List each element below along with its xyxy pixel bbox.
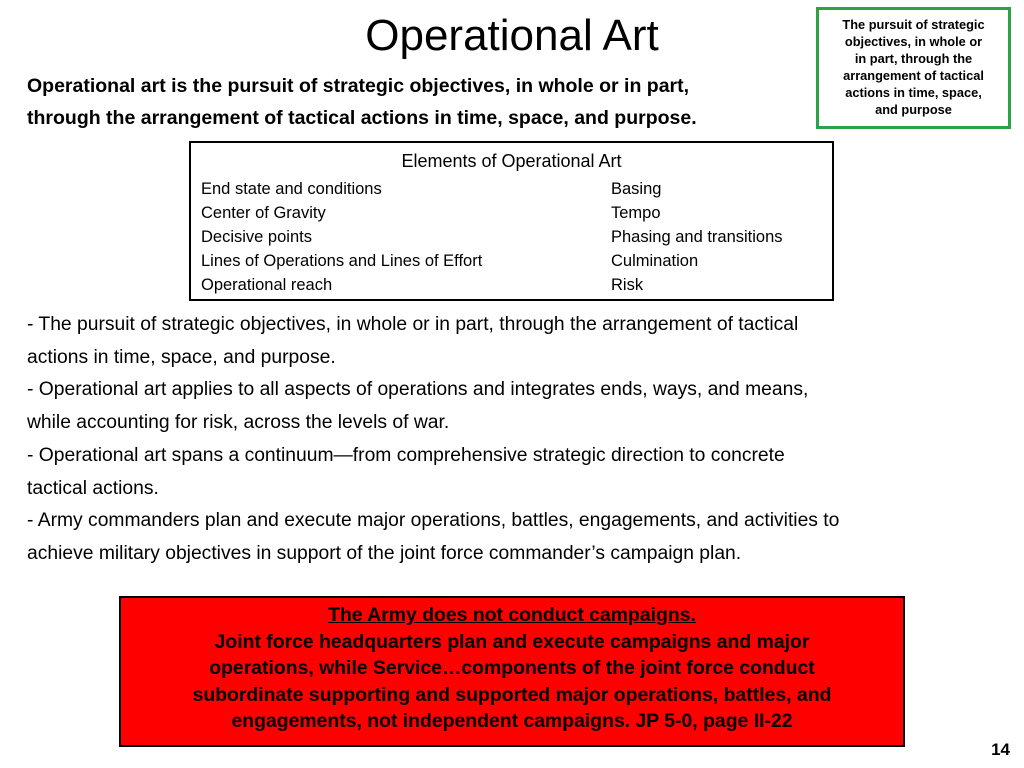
page-number: 14 — [991, 740, 1010, 759]
body-line: actions in time, space, and purpose. — [27, 346, 336, 368]
element-item: Culmination — [611, 252, 699, 270]
campaign-note-line: subordinate supporting and supported major operations, battles, and — [192, 683, 832, 706]
body-line: while accounting for risk, across the levels of war. — [27, 412, 450, 434]
elements-left-column — [201, 177, 482, 297]
body-line: - Operational art applies to all aspects of operations and integrates ends, ways, and means, — [27, 379, 809, 401]
body-line: achieve military objectives in support of the joint force commander’s campaign plan. — [27, 542, 742, 564]
campaign-note-line: engagements, not independent campaigns. JP 5-0, page II-22 — [231, 710, 793, 732]
body-bullets — [27, 309, 1007, 571]
body-line: tactical actions. — [27, 477, 159, 499]
element-item: Center of Gravity — [201, 204, 326, 222]
campaign-note-line: operations, while Service…components of the joint force conduct — [209, 657, 815, 679]
element-item: Operational reach — [201, 276, 333, 294]
element-item: Lines of Operations and Lines of Effort — [201, 252, 483, 270]
body-line: - Army commanders plan and execute major operations, battles, engagements, and activities to — [27, 510, 840, 532]
element-item: Decisive points — [201, 228, 312, 246]
elements-box-title: Elements of Operational Art — [401, 151, 622, 171]
element-item: Basing — [611, 180, 662, 198]
definition-callout-box — [816, 7, 1011, 129]
elements-of-operational-art-box — [189, 141, 834, 301]
definition-statement — [27, 70, 817, 134]
element-item: End state and conditions — [201, 180, 382, 198]
slide-title: Operational Art — [365, 11, 659, 60]
callout-line: actions in time, space, — [845, 85, 982, 100]
definition-line: through the arrangement of tactical actions in time, space, and purpose. — [27, 107, 697, 129]
element-item: Tempo — [611, 204, 661, 222]
element-item: Phasing and transitions — [611, 228, 783, 246]
body-line: - Operational art spans a continuum—from comprehensive strategic direction to concrete — [27, 444, 785, 466]
elements-right-column — [611, 177, 783, 297]
campaign-note-heading: The Army does not conduct campaigns. — [328, 604, 696, 626]
element-item: Risk — [611, 276, 644, 294]
definition-line: Operational art is the pursuit of strategic objectives, in whole or in part, — [27, 75, 690, 97]
callout-line: arrangement of tactical — [843, 68, 984, 83]
campaign-note-line: Joint force headquarters plan and execute campaigns and major — [214, 630, 810, 653]
callout-line: objectives, in whole or — [844, 34, 983, 49]
callout-line: The pursuit of strategic — [842, 17, 985, 32]
campaign-note-box — [119, 596, 905, 747]
callout-line: and purpose — [875, 102, 952, 117]
body-line: - The pursuit of strategic objectives, in whole or in part, through the arrangement of tactical — [27, 314, 799, 335]
callout-line: in part, through the — [854, 51, 973, 66]
